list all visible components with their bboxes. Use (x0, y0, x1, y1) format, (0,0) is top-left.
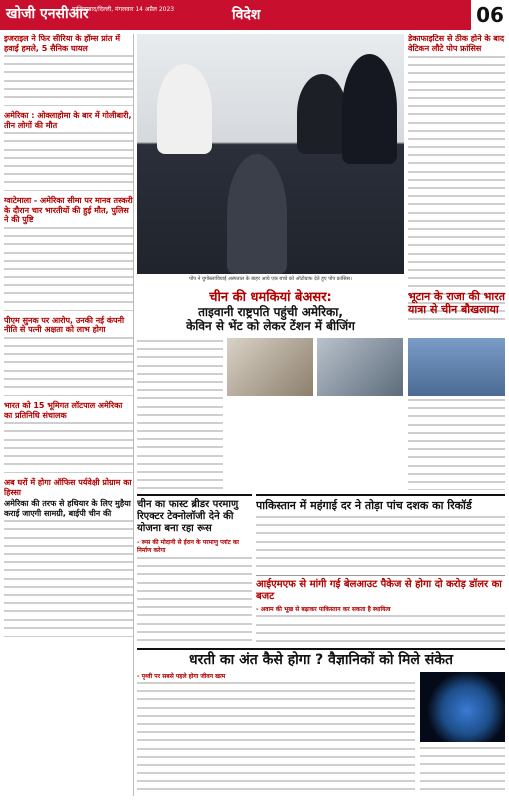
china-headline (137, 290, 404, 333)
taiwan-photo (227, 338, 313, 396)
text-line (4, 569, 133, 575)
text-line (4, 610, 133, 616)
text-line (4, 165, 133, 171)
text-line (256, 524, 505, 530)
text-line (4, 370, 133, 376)
text-line (408, 179, 505, 185)
text-line (408, 253, 505, 259)
photo-caption: पोप ने युगोस्लावियाई अस्पताल के बाहर आये एक बच्चे को ऑटोग्राफ देते हुए पोप फ्रांसिस। (189, 276, 352, 282)
text-line (420, 763, 505, 769)
photo-figure (157, 64, 212, 154)
section-title: विदेश (232, 7, 261, 23)
bhutan-king-photo (408, 338, 505, 396)
text-line (137, 557, 252, 563)
text-line (137, 455, 223, 461)
text-line (137, 690, 415, 696)
text-line (137, 389, 223, 395)
text-line (4, 157, 133, 163)
russia-headline: चीन का फास्ट ब्रीडर परमाणु रिएक्टर टेक्नोलॉजी देने की योजना बना रहा रूस (137, 499, 239, 534)
text-line (4, 439, 133, 445)
text-line (4, 537, 133, 543)
text-line (408, 203, 505, 209)
pope-photo (137, 34, 404, 274)
text-line (408, 244, 505, 250)
text-line (408, 399, 505, 405)
text-line (408, 138, 505, 144)
text-line (137, 479, 223, 485)
text-line (4, 55, 133, 61)
text-line (137, 582, 252, 588)
text-line (4, 252, 133, 258)
text-line (256, 541, 505, 547)
text-line (4, 132, 133, 138)
text-line (4, 260, 133, 266)
text-line (408, 97, 505, 103)
text-line (137, 414, 223, 420)
text-line (408, 236, 505, 242)
text-line (4, 181, 133, 187)
text-line (4, 353, 133, 359)
text-line (408, 415, 505, 421)
text-line (137, 348, 223, 354)
imf-headline: आईएमएफ से मांगी गई बेलआउट पैकेज से होगा दो करोड़ डॉलर का बजट (256, 575, 505, 603)
text-line (4, 361, 133, 367)
news-brief (4, 196, 133, 310)
text-line (408, 162, 505, 168)
text-line (4, 594, 133, 600)
text-line (4, 447, 133, 453)
earth-headline: धरती का अंत कैसे होगा ? वैज्ञानिकों को मिले संकेत (137, 648, 505, 668)
text-line (408, 146, 505, 152)
bhutan-story-body (408, 338, 505, 490)
text-line (137, 565, 252, 571)
text-line (137, 623, 252, 629)
text-line (408, 440, 505, 446)
text-line (408, 81, 505, 87)
text-line (137, 707, 415, 713)
text-line (256, 624, 505, 630)
russia-story (137, 494, 252, 644)
pakistan-headline: पाकिस्तान में महंगाई दर ने तोड़ा पांच दशक का रिकॉर्ड (256, 499, 472, 512)
earth-photo (420, 672, 505, 742)
text-line (137, 590, 252, 596)
news-brief (4, 316, 133, 396)
text-line (4, 345, 133, 351)
text-line (137, 739, 415, 745)
text-line (408, 407, 505, 413)
text-line (4, 88, 133, 94)
text-line (137, 356, 223, 362)
story-column (227, 338, 313, 490)
text-line (137, 756, 415, 762)
photo-figure (297, 74, 347, 154)
text-line (408, 481, 505, 487)
text-line (256, 549, 505, 555)
text-line (137, 471, 223, 477)
text-line (137, 723, 415, 729)
china-headline-line3: केविन से भेंट को लेकर टेंशन में बीजिंग (186, 319, 355, 333)
text-line (4, 301, 133, 307)
text-line (408, 56, 505, 62)
text-line (137, 365, 223, 371)
news-brief (4, 34, 133, 106)
earth-caption-text (420, 745, 505, 795)
text-line (256, 557, 505, 563)
text-line (137, 748, 415, 754)
text-line (408, 269, 505, 275)
text-line (256, 532, 505, 538)
brief-headline: अमेरिका : ओक्लाहोमा के बार में गोलीबारी, तीन लोगों की मौत (4, 111, 132, 130)
text-line (4, 80, 133, 86)
text-line (408, 220, 505, 226)
text-line (420, 747, 505, 753)
text-line (4, 586, 133, 592)
text-line (4, 243, 133, 249)
text-line (4, 422, 133, 428)
left-news-column (4, 34, 134, 796)
text-line (137, 639, 252, 644)
news-brief (4, 111, 133, 191)
text-line (408, 113, 505, 119)
text-line (4, 553, 133, 559)
text-line (4, 227, 133, 233)
brief-headline: भारत को 15 भूमिगत लॉटपाल अमेरिका का प्रतिनिधि संचालक (4, 401, 123, 420)
text-line (256, 640, 505, 644)
text-line (4, 627, 133, 633)
imf-subheadline: - अवाम की भूख से बढ़ाकर पाकिस्तान कर सकता है स्थायित्व (256, 606, 391, 614)
story-column (317, 338, 403, 490)
earth-story-body (137, 672, 415, 796)
text-line (420, 788, 505, 794)
text-line (4, 602, 133, 608)
text-line (256, 632, 505, 638)
text-line (137, 682, 415, 688)
text-line (137, 463, 223, 469)
russia-subheadline: - रूस की मोदानी से ईरान के परमाणु प्लांट का निर्माण करेगा (137, 539, 239, 554)
edition-info: गाजियाबाद/दिल्ली, मंगलवार 14 अप्रैल 2023 (72, 6, 175, 13)
text-line (408, 187, 505, 193)
text-line (137, 614, 252, 620)
text-line (137, 698, 415, 704)
text-line (4, 276, 133, 282)
bhutan-headline-box (408, 290, 505, 316)
text-line (137, 438, 223, 444)
text-line (408, 89, 505, 95)
text-line (408, 64, 505, 70)
text-line (4, 149, 133, 155)
china-headline-line1: चीन की धमकियां बेअसर: (209, 290, 332, 305)
text-line (137, 788, 415, 794)
earth-subheadline: - पृथ्वी पर सबसे पहले होगा जीवन खत्म (137, 673, 226, 680)
text-line (408, 318, 505, 324)
text-line (4, 386, 133, 392)
text-line (137, 397, 223, 403)
text-line (408, 72, 505, 78)
text-line (4, 71, 133, 77)
pope-headline: डेकाफाइटिस से ठीक होने के बाद वेटिकन लौटे पोप फ्रांसिस (408, 34, 505, 53)
text-line (408, 456, 505, 462)
text-line (4, 337, 133, 343)
text-line (137, 340, 223, 346)
text-line (408, 489, 505, 490)
text-line (137, 373, 223, 379)
story-column (137, 338, 223, 490)
text-line (137, 446, 223, 452)
text-line (4, 378, 133, 384)
text-line (408, 448, 505, 454)
text-line (137, 406, 223, 412)
text-line (4, 292, 133, 298)
text-line (4, 561, 133, 567)
text-line (137, 772, 415, 778)
text-line (4, 463, 133, 469)
text-line (137, 631, 252, 637)
text-line (408, 130, 505, 136)
newspaper-logo: खोजी एनसीआर (6, 6, 89, 22)
text-line (4, 430, 133, 436)
text-line (408, 154, 505, 160)
text-line (137, 422, 223, 428)
text-line (408, 195, 505, 201)
brief-subheadline: अमेरिका की तरफ से हथियार के लिए मुहैया कराई जाएगी सामग्री, बाईपी चीन की (4, 499, 131, 518)
text-line (256, 565, 505, 571)
text-line (137, 573, 252, 579)
brief-headline: इजराइल ने फिर सीरिया के हॉम्स प्रांत में हवाई हमले, 5 सैनिक घायल (4, 34, 120, 53)
news-brief (4, 478, 133, 637)
text-line (4, 140, 133, 146)
text-line (137, 598, 252, 604)
photo-figure (227, 154, 287, 274)
text-line (137, 487, 223, 490)
text-line (420, 780, 505, 786)
brief-headline: पीएम सुनक पर आरोप, उनकी नई कंपनी नीति से पत्नी अक्षता को लाभ होगा (4, 315, 125, 335)
text-line (256, 615, 505, 621)
pakistan-story (256, 494, 505, 644)
text-line (137, 780, 415, 786)
bhutan-headline: भूटान के राजा की भारत यात्रा से चीन बौखलाया (408, 290, 506, 316)
text-line (137, 606, 252, 612)
text-line (408, 228, 505, 234)
photo-figure (342, 54, 397, 164)
text-line (4, 545, 133, 551)
text-line (4, 619, 133, 625)
text-line (4, 96, 133, 102)
news-brief (4, 401, 133, 473)
page-number: 06 (469, 0, 509, 30)
meeting-photo (317, 338, 403, 396)
brief-headline: ग्वाटेमाला - अमेरिका सीमा पर मानव तस्करी के दौरान चार भारतीयों की हुई मौत, पुलिस ने की पुष्टि (4, 196, 133, 225)
text-line (4, 173, 133, 179)
text-line (420, 755, 505, 761)
text-line (4, 284, 133, 290)
text-line (4, 520, 133, 526)
text-line (256, 516, 505, 522)
text-line (137, 381, 223, 387)
text-line (4, 455, 133, 461)
text-line (137, 715, 415, 721)
text-line (408, 424, 505, 430)
text-line (408, 432, 505, 438)
text-line (137, 430, 223, 436)
text-line (4, 268, 133, 274)
text-line (408, 212, 505, 218)
text-line (4, 63, 133, 69)
text-line (137, 764, 415, 770)
text-line (408, 261, 505, 267)
text-line (4, 528, 133, 534)
text-line (408, 473, 505, 479)
brief-headline: अब घरों में होगा ऑफिस पर्यवेक्षी प्रोग्राम का हिस्सा (4, 478, 132, 497)
china-headline-line2: ताइवानी राष्ट्रपति पहुंची अमेरिका, (198, 305, 343, 319)
china-story-body (137, 338, 404, 490)
text-line (408, 277, 505, 283)
text-line (408, 105, 505, 111)
text-line (4, 578, 133, 584)
text-line (4, 235, 133, 241)
text-line (137, 731, 415, 737)
text-line (408, 171, 505, 177)
text-line (408, 465, 505, 471)
text-line (408, 122, 505, 128)
text-line (420, 772, 505, 778)
masthead (0, 0, 509, 30)
